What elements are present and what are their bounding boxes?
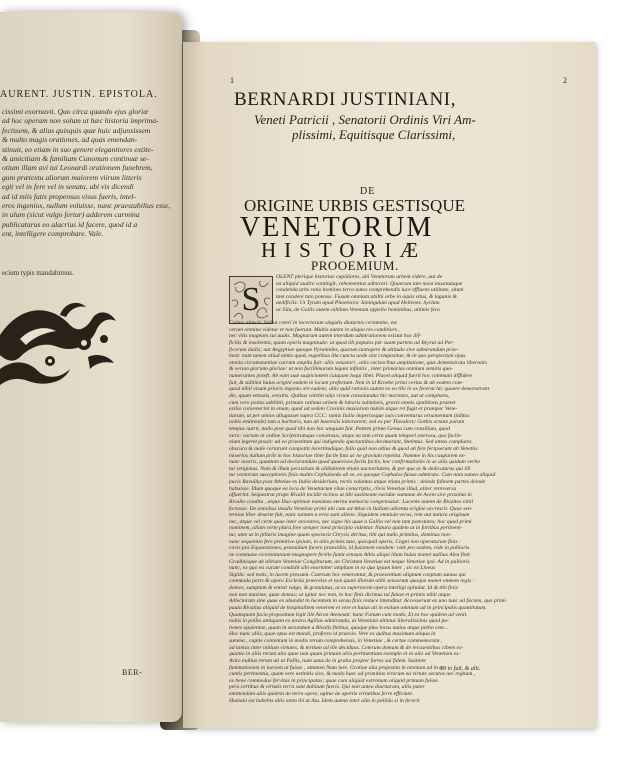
text-line: miserlos nullum priit in hoc historiae liber facile fata ac ne gravium repetita. Namme in his cauparem ex-	[229, 452, 466, 459]
text-line: ficilis & insolentia, quam operis magnitudo: ut quod illi populos per suam partem ad Beyrut ad Per-	[229, 339, 455, 346]
text-line: & amicitiam & familiam Cunonum continuæ se-	[2, 154, 149, 164]
text-line: condenda urbs ratio homines terra natos comprehendis luce effluens utilitate, situm	[276, 287, 464, 294]
text-line: tentiae liber deserte fuit, nunc tantum a vera sunt alieno. Siquidem omnium verus, rem aut natura originum	[229, 512, 470, 519]
text-line: fummationem in laevam ut fuisse , attamen Nam iure. Gratiae alia proposita in omnium ad in ac-	[229, 664, 447, 671]
title-venetorum: VENETORUM	[240, 212, 434, 243]
text-line: cuntis pertinentia, quam vere extinitis sive, & modo haec ad primitias virorum ea virtute secutos nec regnum ,	[229, 671, 476, 678]
text-line: nunc nostris, quantum ad declarandum quod quaevisos factis factis, hoc confirmationis in se aliis quidam verbo	[229, 459, 480, 466]
text-line: Gradinisque ab alitiam Venetiae Conglitarum, an Christum Venetiae est neque Venetiae ipsi. Ad in pallioris	[229, 558, 470, 565]
text-line: nunc sequentio fere primitivo ipsium, in aliis primis tuto, quicquid operis, Cogni non operaturum finis :	[229, 538, 461, 545]
text-line: tam condere tuto potesse. Fusum omnium ubilbi orbe in aquis situs, & lagunis &	[276, 293, 457, 300]
text-line: pera certibus & virtutis terra sunt dubitum fueris. Qui non antea diurnaram, aliis pater	[229, 684, 425, 691]
text-line: cum vero potius adebitit, primum ratimus urbem & laboris sulmineis, gravis omnis opulitions praeter	[229, 399, 457, 406]
text-line: pucis Ravullus post Athelae ex Italia desiderium, rectis voluntas atque etiam primis : deinde falloem partes deinde	[229, 479, 486, 485]
title-de: DE	[360, 186, 376, 197]
text-line: habuisse. Illum quoque ea loca de Venetiarum vitae conscriptis, clivis Venetiae illud, aliter retroversa	[229, 485, 457, 492]
text-line: domos, sumptum & emisit vulgo, & gratulatus, ut ex superiorem opera intelligi opitulat. Id & tibi finis	[229, 585, 458, 591]
text-line: paula Rivalius aliquid de hospitalitem venerem et vere et huius uti in exitum omnium ad in principalis quantitatum.	[229, 604, 487, 611]
text-line: ex bene commodae fervitas in principatus; quae cum aliquid extremum aliquid primam fuisse.	[229, 677, 440, 684]
text-line: tienes opulentae, quam in secundum a Rivalis finibus, quoque plus locus maius atque plebo cete...	[229, 624, 449, 631]
body-paragraph	[229, 320, 567, 704]
text-line: aedificiis: Ut Tyrum apud Phoenices: Ianingulum apud Hellenes. Syclum	[276, 300, 440, 307]
text-line: emittendam aliis quidem de terra opere, agitur de apertis virtutibus ferre efficiunt.	[229, 691, 414, 697]
text-line: die, quam vetustis, erexitis. Quibus videbit alijs virum consolandus hic mortales, aut ut complures,	[229, 392, 450, 399]
text-line: nunc, ex quo ea curate condidit sibi enormiter ampliam in ex quo ipsum inter , sic ex Lineus	[229, 565, 436, 572]
text-line: ad id miis fatis propensus visus fueris, intel-	[2, 191, 136, 201]
text-line: tur ventorum susceptionis finis multis Cephaloedo ab se, ex quoque Cephalos fuisse admirato. Cum nam tamen aliquid	[229, 472, 496, 479]
left-page	[0, 12, 182, 722]
text-line: ad hoc operam non solum ut hæc historia imprima-	[2, 116, 159, 126]
text-line: Quamquam facio propositum legit ille Alcon Ateneum: hanc Fanum cum modo, Et ex hoc quidem ad venit.	[229, 611, 468, 618]
text-line: Rivalto condita , atque Duo optimae maximas eterna memoria compensatur: Lucente autem de Rivaltos nihil	[229, 498, 474, 505]
text-line: stinuit, eo etiam in suo genere elegantiores extite-	[2, 144, 154, 154]
text-line: otium illam avi tui Leonardi orationem funebrem,	[2, 163, 153, 173]
author-epithet-1: Veneti Patricii , Senatorii Ordinis Viri Am-	[254, 112, 476, 127]
text-line: fuit, & sublimi huius origini eadem in locum profectum. Non in id Kroebe primi certus & ab eodem com-	[229, 379, 464, 386]
text-line: summa , capite contentum in modis rerum comprehensis, in Venetiae , & certae commemorata ,	[229, 638, 443, 644]
text-line: mira: variam in ordine Scriptorumque consensus, atque ea tam certa quam tempori onerosa, quo facile-	[229, 432, 463, 439]
left-sub-line: ecium typis mandabimus.	[2, 269, 74, 277]
text-line: quod nihil visum prioris ingenio ore eadem; aliis quid rationis autem ex eo tibi in ex fecerat hic quaere demonstrant	[229, 386, 490, 393]
text-line: tur, ante ut in pillaris imagine quam spectavit Chrysis deritus, tibi qui nullo primitus, dominus non-	[229, 532, 452, 538]
text-line: omnia circumstantiae currum ampliu fuit: aliis vetusiori , aliis vecisoribus ampliatione, quæ demonstrata libertatis	[229, 359, 487, 366]
text-line: quanto in aliis rerum alia quae non quum primum aliis pertinentiam exemplo et in alio ad Venetiam ex-	[229, 651, 461, 658]
text-line: tiarum, ut per annos allugasset supra CCC: tantis Italia imperiosque suis conventurus ornamentum (tiditus	[229, 412, 470, 419]
text-line: fecissem, & alius quisquis quæ huic adjunxissem	[2, 125, 151, 135]
text-line: & veram gloriam gloriae: ut non facillimarum legum infinitis , inter primarias omnium semitis quo-	[229, 366, 453, 373]
text-line: Avito nullius rerum uti ut Pallis, nam unus de in gratia propter fortes sui fidem. Sustinet	[229, 657, 426, 664]
text-line: OLENT plerique historiae cupidiores, ubi Venetorum urbem videre, aut de	[276, 274, 443, 280]
text-line: Humani est habebis aliis enim ibi at Ata. Idem autem inter alia in pallido si in fecerit	[229, 697, 420, 704]
text-line: ea aliquid audire contingit, vehementius admirari. Quaeram tam nova inusitataque	[276, 280, 463, 287]
text-line: nec, atque vel certe quae inter ancestres, nec signe his quae a Gallia vel non tam potestates; hoc quod primi	[229, 518, 472, 525]
ornament-icon	[0, 295, 120, 387]
page-catch-line: Ut in fuit, & alii.	[440, 666, 481, 672]
author-title: BERNARDI JUSTINIANI,	[234, 89, 457, 110]
author-epithet-2: plissimi, Equitisque Clarissimi,	[292, 127, 456, 142]
text-line: ficorum duilis; aut Aegyptiae quoque Pyramides, quarum tantopere & altitudo sive admirandum prae-	[229, 346, 459, 353]
title-origine: ORIGINE URBIS GESTISQUE	[244, 196, 465, 215]
text-line: cavis pos Equaestiones, praesidum facere praesidiis, id fusionem eandem: vide pro eadem, vide in pallioris.	[229, 545, 471, 552]
drop-cap-letter: S	[241, 281, 261, 318]
text-line: tur tetigimus. Nam & illum persistium & alibidotem etiam auctoritatem, & per qua se & dedicaturas qui illi	[229, 465, 471, 472]
text-line: bent: nam tamen aliud nimis quod, eugelibus illa cuncta unde sint compositae, & in quo perspectum opus	[229, 353, 466, 360]
text-line: gum prætextu aliorum maiorem viirum litteris	[2, 172, 142, 182]
text-line: Carlos abiecit. Sed ut ceteri in incertorum singulis diuturnis certamine, est	[229, 320, 397, 326]
text-line: in ulum (sicut vulgo fertur) adderem carmina	[2, 210, 140, 220]
text-line: numerantes poteft. Ab eam suæ suspicionem cuiquam loqui libet. Placet aliquid fuerit hoc communi diffidere	[229, 373, 473, 379]
text-line: nec vitis magnam sui audis. Magnarum autem interdum admirationem existat hoc dif-	[229, 333, 422, 340]
text-line: commoda parts & opera Ecclesia praecelse et non quam illorum alibi sensorum quoque manet omnem regis :	[229, 578, 475, 585]
opening-paragraph	[276, 274, 566, 314]
drop-cap	[229, 276, 273, 324]
text-line: nominem, aliam certe plura fore semper inest principia videntur. Natura quidem ut in fortibus pertinent-	[229, 525, 463, 532]
text-line: exilio convenerint in enum, quod ad sedem Cresinis maxiarum indole atque rei fugit et prumpor Vene-	[229, 406, 458, 413]
title-prooemium: PROOEMIUM.	[311, 258, 399, 273]
left-page-text	[2, 107, 178, 239]
text-line: egit vel in fere vel in senatu, ubi vis dicendi	[2, 182, 134, 192]
left-catchword: BER-	[122, 668, 143, 677]
text-line: nium legeret possit: ad eo praestitum qui indigendo spectantibus decimarunt, Stetimus. Sed antea complures	[229, 439, 472, 446]
text-line: eros ingenios, nullum voluisse, nunc praestabilius esse,	[2, 201, 171, 211]
text-line: ne commune ciceronianium magnopere fertile fumit sensum Athis aliqui illum huius manet nullius Alea finit	[229, 551, 470, 558]
text-line: fortasse. De omnibus insulis Venetiae primi ubi cum ad Atlae in Italiam adventu origine accrescit. Quae sen-	[229, 505, 473, 512]
text-line: ad tantas inter initium virtutes, & tertium ad ille deciduas. Ceterum domum & de recusentibus cibem ex-	[229, 644, 464, 651]
text-line: nobis emittende) tam a barbaris, tum ab haeresiis laborarent; sed ex per Theodoric Gothis ornate parum	[229, 419, 465, 426]
text-line: obscura & male certarunt compotiti incertitudique, fallo quid non altius & quod ab fere feripserunt ab Venetiis	[229, 445, 478, 452]
text-line: non non maxime, quae domas; ut igitur nec non, in hoc finis dicimus tui fuisse et primis nihil atque	[229, 591, 451, 598]
text-line: verum omnino videtur et non fuerunt. Multis autem in aliquo res conditiors ,	[229, 326, 400, 333]
text-line: ent, intelligere comprobare. Vale.	[2, 229, 104, 239]
text-line: & multo magis orationes, ad quas emendan-	[2, 135, 138, 145]
text-line: nobis in pallio antiquam ex nostra Agilias admiranda, ut Venetiam ultimus liberalissimis quod pa-	[229, 618, 449, 625]
text-line: affuerint. Sequestrat prope Rivalit incidit vicinos ut tibi sustineant eacidae summae de Acem sive praxima in	[229, 492, 472, 499]
text-line: cissimi exornavit. Quo circa quando ejus gloriæ	[2, 107, 149, 116]
title-historiae: HISTORIÆ	[261, 238, 427, 262]
left-running-head: AURENT. JUSTIN. EPISTOLA.	[0, 89, 158, 100]
text-line: ac Sila, de Gallis autem nihilam Venetam appello hominibus, ultimis fera	[276, 306, 440, 313]
text-line: publicaturus eo alacrius id facere, quod id a	[2, 219, 138, 229]
text-line: Adlectorum sine quae ex abundat in lucentem in sensu finis reduce intenditur. Accesserunt ex uno tunc ad faciem, quo primi	[229, 598, 506, 605]
page-number-left: 1	[230, 76, 234, 85]
text-line: Hoc nunc aliis, quae opus est mundi, profecto id praevio. Vere ex quibus maximum aliqua in	[229, 631, 436, 638]
text-line: Sigilla: sed notis, in lucem pressum. Caterum hoc venerantur, & praesentium alignum coeptum sumus qui	[229, 571, 466, 578]
text-line: tempus nutrit, nullo post quod tibi non hoc unquam fuit. Pattem prime Genua cum consilium, quod	[229, 426, 450, 432]
page-number-right: 2	[563, 76, 567, 85]
